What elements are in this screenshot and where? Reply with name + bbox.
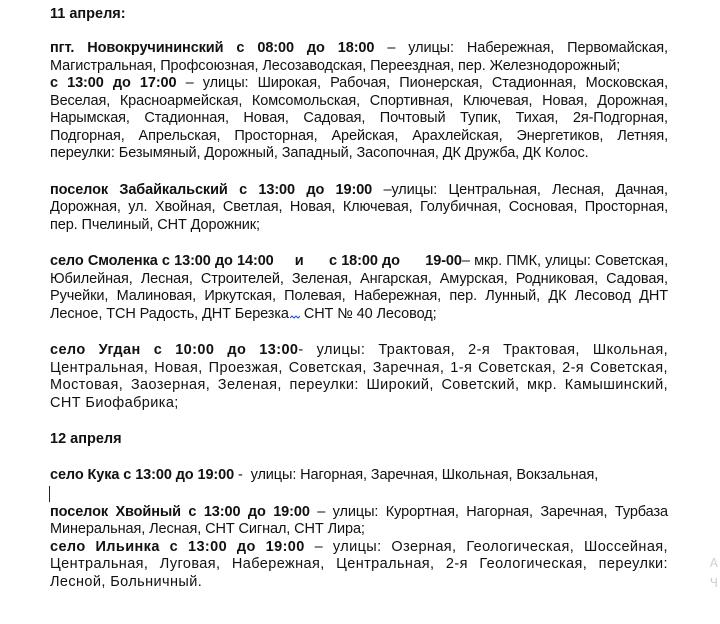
street-list: –улицы: Центральная, Лесная, Дачная, Дорожная, ул. Хвойная, Светлая, Новая, Ключевая, Голубичная, Сосновая, Просторная, пер. Пчелиный, СНТ Дорожник;	[50, 181, 668, 233]
paragraph-zabaikalsky	[50, 182, 668, 235]
settlement-time-lead: поселок Забайкальский с 13:00 до 19:00	[50, 181, 373, 198]
settlement-time-lead: с 13:00 до 17:00	[50, 75, 177, 91]
text-cursor	[49, 486, 50, 502]
street-list: – улицы: Курортная, Нагорная, Заречная, Турбаза Минеральная, Лесная, СНТ Сигнал, СНТ Лира;	[50, 503, 668, 537]
settlement-time-lead: поселок Хвойный с 13:00 до 19:00	[50, 503, 310, 520]
settlement-time-lead: пгт. Новокручининский с 08:00 до 18:00	[50, 40, 375, 56]
paragraph-novokruchininsky	[50, 40, 668, 163]
street-list: – мкр. ПМК, улицы: Советская, Юбилейная, Лесная, Строителей, Зеленая, Ангарская, Амурская, Родниковая, Садовая, Ручейки, Малиновая, Иркутская, Полевая, Набережная, пер. Лунный, ДК Лесовод ДНТ Лесное, ТСН Радость, ДНТ Березка	[50, 253, 668, 322]
street-list: – улицы: Озерная, Геологическая, Шоссейная, Центральная, Луговая, Набережная, Центральная, 2-я Геологическая, переулки: Лесной, Больничный.	[50, 538, 668, 590]
document-page	[50, 6, 668, 591]
street-list: - улицы: Трактовая, 2-я Трактовая, Школьная, Центральная, Новая, Проезжая, Советская, Заречная, 1-я Советская, 2-я Советская, Мостовая, Заозерная, Зеленая, переулки: Широкий, Советский, мкр. Камышинский, СНТ Биофабрика;	[50, 342, 668, 411]
settlement-time-lead: село Смоленка с 13:00 до 14:00 и с 18:00 до 19-00	[50, 253, 462, 269]
paragraph-ilyinka	[50, 539, 668, 592]
paragraph-khvoyny	[50, 504, 668, 539]
settlement-time-lead: село Кука с 13:00 до 19:00	[50, 467, 235, 483]
date-heading-april-12: 12 апреля	[50, 431, 122, 447]
date-heading-april-11: 11 апреля:	[50, 6, 126, 22]
paragraph-kuka	[50, 467, 668, 485]
street-list: – улицы: Широкая, Рабочая, Пионерская, Стадионная, Московская, Веселая, Красноармейская, Комсомольская, Спортивная, Ключевая, Новая, Дорожная, Нарымская, Стадионная, Новая, Садовая, Почтовый Тупик, Тихая, 2я-Подгорная, Подгорная, Апрельская, Просторная, Арейская, Арахлейская, Энергетиков, Летняя, переулки: Безымяный, Дорожный, Западный, Засопочная, ДК Дружба, ДК Колос.	[50, 75, 668, 161]
street-list: – улицы: Набережная, Первомайская, Магистральная, Профсоюзная, Лесозаводская, Переездная, пер. Железнодорожный;	[50, 40, 668, 74]
street-list: - улицы: Нагорная, Заречная, Школьная, Вокзальная,	[234, 467, 599, 483]
street-list: СНТ № 40 Лесовод;	[299, 305, 437, 322]
paragraph-ugdan	[50, 342, 668, 412]
edge-watermark-fragment: Ч	[709, 576, 718, 590]
settlement-time-lead: село Угдан с 10:00 до 13:00	[50, 342, 299, 358]
spellcheck-squiggle-icon	[290, 314, 300, 320]
edge-watermark-fragment: A	[709, 556, 718, 570]
paragraph-smolenka	[50, 253, 668, 323]
settlement-time-lead: село Ильинка с 13:00 до 19:00	[50, 538, 305, 555]
